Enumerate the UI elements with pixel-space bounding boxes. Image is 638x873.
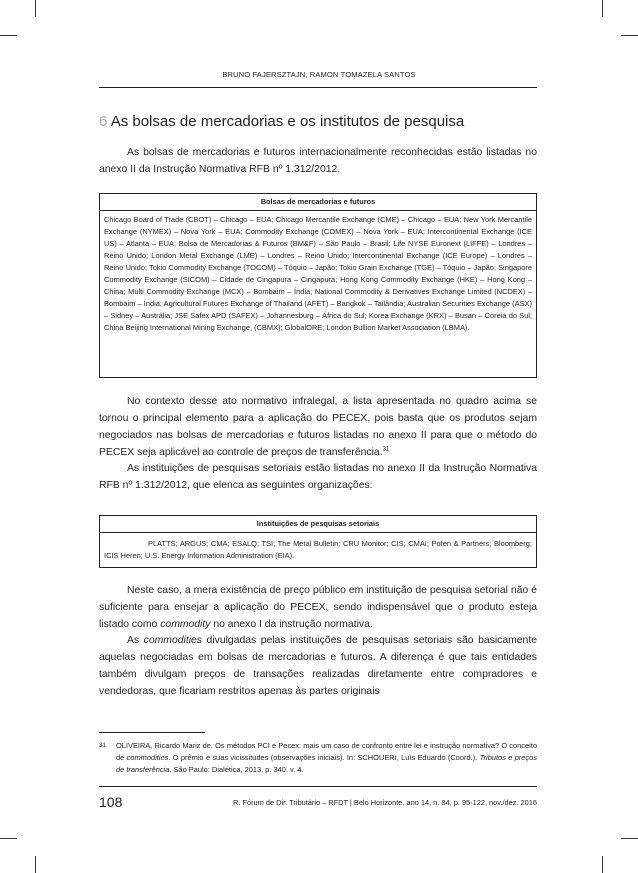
institutes-box <box>99 515 537 568</box>
footnote-rule <box>99 732 205 733</box>
text-run: OLIVEIRA, Ricardo Mariz de. Os métodos PCI e Pecex: mais um caso de confronto entre lei e instrução normativa? O conceito de <box>116 741 537 762</box>
crop-mark <box>35 856 36 873</box>
crop-mark <box>602 856 603 873</box>
section-title: As bolsas de mercadorias e os institutos de pesquisa <box>110 113 465 130</box>
text-run: Neste caso, a mera existência de preço público em instituição de pesquisa setorial não é suficiente para ensejar a aplicação do PECEX, sendo indispensável que o produto esteja listado como <box>99 585 537 630</box>
paragraph-commodities <box>99 632 537 700</box>
footer-rule <box>99 786 537 787</box>
emphasis: commodities <box>126 753 169 762</box>
text-run: . O prêmio e suas vicissitudes (observações iniciais). In: SCHOUERI, Luís Eduardo (Coord.). <box>168 753 480 762</box>
header-rule <box>99 87 537 88</box>
section-number: 6 <box>99 113 108 130</box>
paragraph-public-price <box>99 582 537 633</box>
emphasis: Tributos e preços de transferência <box>116 753 537 774</box>
paragraph-context <box>99 393 537 461</box>
text-run: . São Paulo: Dialética, 2013. p. 340. v. 4. <box>169 765 304 774</box>
text-run: divulgadas pelas instituições de pesquisas setoriais são basicamente aquelas negociadas em bolsas de mercadorias e futuros. A diferença é que tais entidades também divulgam preços de transações realizadas diretamente entre compradores e vendedoras, que ficariam restritos apenas às partes originais <box>99 635 537 697</box>
crop-mark <box>0 838 17 839</box>
section-heading <box>99 113 539 130</box>
exchanges-box-title: Bolsas de mercadorias e futuros <box>100 194 536 211</box>
paragraph-institutes: As instituições de pesquisas setoriais estão listadas no anexo II da Instrução Normativa RFB nº 1.312/2012, que elenca as seguintes organizações: <box>99 463 537 491</box>
page-number: 108 <box>99 794 123 810</box>
footnote-number: 31 <box>99 742 106 749</box>
paragraph-context-text: No contexto desse ato normativo infralegal, a lista apresentada no quadro acima se tornou o principal elemento para a aplicação do PECEX, pois basta que os produtos sejam negociados nas bolsas de mercadorias e futuros listadas no anexo II para que o método do PECEX seja aplicável ao controle de preços de transferência. <box>99 396 537 458</box>
exchanges-box <box>99 193 537 378</box>
crop-mark <box>602 0 603 17</box>
institutes-box-title: Instituições de pesquisas setoriais <box>100 516 536 533</box>
footnote-text <box>116 740 537 776</box>
footnote-ref: 31 <box>382 446 390 453</box>
emphasis: commodities <box>143 635 202 646</box>
text-run: no anexo I da instrução normativa. <box>210 619 373 630</box>
running-head: BRUNO FAJERSZTAJN, RAMON TOMAZELA SANTOS <box>222 70 416 79</box>
crop-mark <box>621 838 638 839</box>
paragraph-intro: As bolsas de mercadorias e futuros internacionalmente reconhecidas estão listadas no anexo II da Instrução Normativa RFB nº 1.312/2012. <box>99 147 537 175</box>
journal-citation: R. Fórum de Dir. Tributário – RFDT | Belo Horizonte, ano 14, n. 84, p. 95-122, nov./dez. 2016 <box>233 798 537 807</box>
crop-mark <box>35 0 36 17</box>
exchanges-box-body: Chicago Board of Trade (CBOT) – Chicago – EUA; Chicago Mercantile Exchange (CME) – Chicago – EUA; New York Mercantile Exchange (NYMEX) – Nova York – EUA; Commodity Exchange (COMEX) – Nova York – EUA; Intercontinental Exchange (ICE US) – Atlanta – EUA; Bolsa de Mercadorias & Futuros (BM&F) – São Paulo – Brasil; Life NYSE Euronext (LIFFE) – Londres – Reino Unido; London Metal Exchange (LME) – Londres – Reino Unido; Intercontinental Exchange (ICE Europe) – Londres – Reino Unido; Tokio Commodity Exchange (TOCOM) – Tóquio – Japão; Tokio Grain Exchange (TGE) – Tóquio – Japão; Singapore Commodity Exchange (SICOM) – Cidade de Cingapura – Cingapura; Hong Kong Commodity Exchange (HKE) – Hong Kong – China; Multi Commodity Exchange (MCX) – Bombaim – Índia; National Commodity & Derivatives Exchange Limited (NCDEX) – Bombaim – Índia; Agricultural Futures Exchange of Thailand (AFET) – Bangkok – Tailândia; Australian Securities Exchange (ASX) – Sidney – Austrália; JSE Safex APD (SAFEX) – Johannesburg – África do Sul; Korea Exchange (KRX) – Busan – Coreia do Sul; China Beijing International Mining Exchange, (CBMX); GlobalORE; London Bullion Market Association (LBMA). <box>104 215 532 333</box>
emphasis: commodity <box>160 619 211 630</box>
text-run: As <box>127 635 144 646</box>
footnote <box>99 740 537 776</box>
crop-mark <box>0 35 17 36</box>
institutes-box-body: PLATTS; ARGUS; CMA; ESALQ; TSI; The Metal Bulletin; CRU Monitor; CIS; CMAI; Poten & Partners; Bloomberg; ICIS Heren; U.S. Energy Information Administration (EIA). <box>104 539 532 561</box>
crop-mark <box>621 35 638 36</box>
